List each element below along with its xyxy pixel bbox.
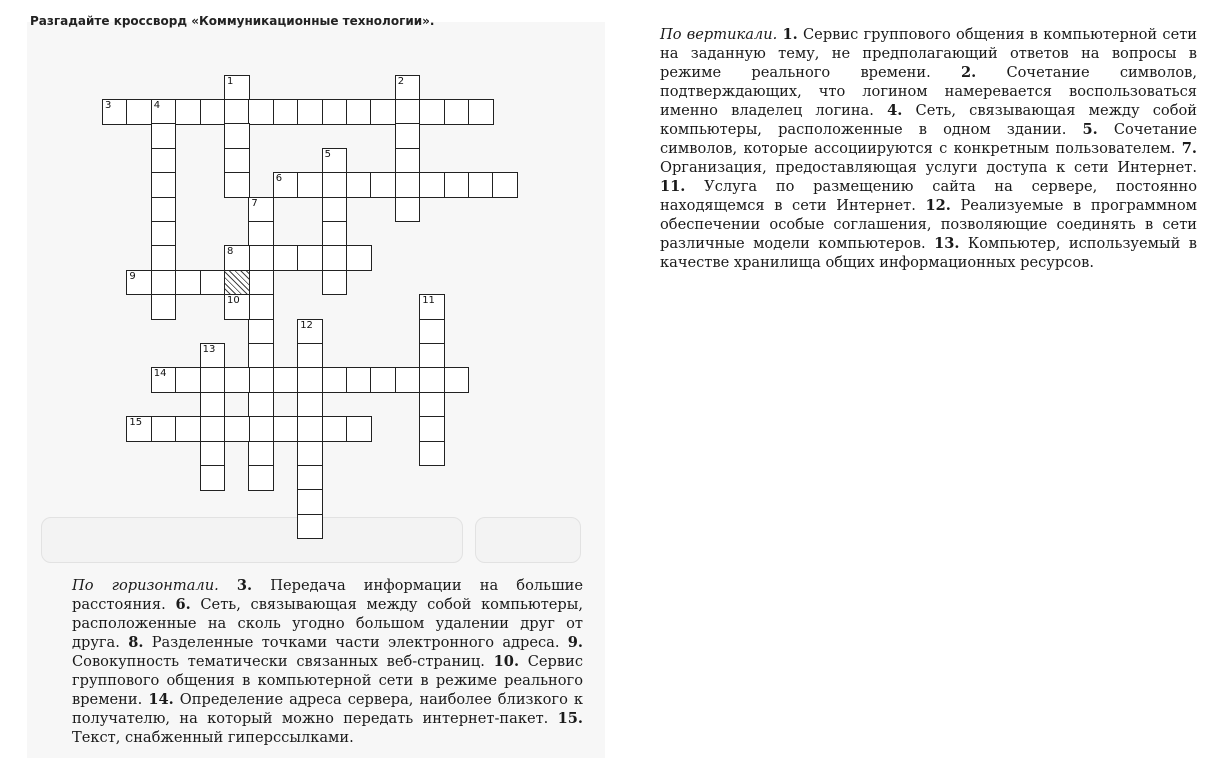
task-title: Разгадайте кроссворд «Коммуникационные технологии».: [30, 14, 435, 28]
crossword-cell[interactable]: [126, 416, 152, 442]
crossword-cell[interactable]: [322, 270, 348, 296]
clue-number: 5: [324, 148, 331, 160]
clue-number: 12: [300, 319, 313, 331]
crossword-cell[interactable]: [468, 99, 494, 125]
crossword-cell[interactable]: [248, 465, 274, 491]
crossword-cell[interactable]: [151, 99, 177, 125]
crossword-cell[interactable]: [444, 99, 470, 125]
crossword-cell[interactable]: [297, 514, 323, 540]
across-clue-9: 9. Совокупность тематически связанных веб-страниц.: [72, 634, 584, 670]
crossword-cell[interactable]: [126, 99, 152, 125]
crossword-cell[interactable]: [395, 99, 421, 125]
crossword-cell[interactable]: [248, 270, 274, 296]
crossword-cell[interactable]: [175, 99, 201, 125]
crossword-cell[interactable]: [419, 343, 445, 369]
crossword-cell[interactable]: [224, 245, 250, 271]
clue-number: 7: [251, 197, 258, 209]
down-clue-2: 2. Сочетание символов, подтверждающих, что логином намеревается воспользоваться именно владелец логина.: [660, 64, 1197, 119]
crossword-cell[interactable]: [151, 245, 177, 271]
crossword-cell[interactable]: [370, 99, 396, 125]
crossword-cell[interactable]: [395, 148, 421, 174]
crossword-cell[interactable]: [224, 270, 250, 296]
across-clue-3: 3. Передача информации на большие расстояния.: [72, 577, 584, 613]
crossword-cell[interactable]: [395, 123, 421, 149]
crossword-cell[interactable]: [444, 367, 470, 393]
crossword-cell[interactable]: [151, 221, 177, 247]
crossword-cell[interactable]: [346, 99, 372, 125]
crossword-cell[interactable]: [419, 416, 445, 442]
crossword-cell[interactable]: [419, 172, 445, 198]
bleed-through-box-small: [475, 517, 581, 563]
crossword-cell[interactable]: [151, 123, 177, 149]
crossword-cell[interactable]: [224, 294, 250, 320]
crossword-cell[interactable]: [248, 343, 274, 369]
crossword-cell[interactable]: [200, 441, 226, 467]
down-clue-1: 1. Сервис группового общения в компьютерной сети на заданную тему, не предполагающий ответов на вопросы в режиме реального времени.: [660, 26, 1198, 81]
across-clues: [72, 576, 583, 747]
crossword-cell[interactable]: [395, 75, 421, 101]
crossword-cell[interactable]: [419, 367, 445, 393]
crossword-cell[interactable]: [175, 367, 201, 393]
crossword-cell[interactable]: [297, 319, 323, 345]
clue-number: 6: [275, 173, 283, 185]
crossword-cell[interactable]: [444, 172, 470, 198]
crossword-cell[interactable]: [200, 99, 226, 125]
across-clue-14: 14. Определение адреса сервера, наиболее близкого к получателю, на который можно передать интернет-пакет.: [72, 691, 584, 727]
crossword-cell[interactable]: [322, 221, 348, 247]
crossword-cell[interactable]: [370, 367, 396, 393]
crossword-cell[interactable]: [419, 441, 445, 467]
crossword-cell[interactable]: [395, 367, 421, 393]
across-heading: По горизонтали.: [72, 577, 219, 594]
crossword-cell[interactable]: [297, 489, 323, 515]
crossword-cell[interactable]: [419, 392, 445, 418]
clue-number: 10: [227, 295, 240, 307]
crossword-cell[interactable]: [297, 245, 323, 271]
crossword-cell[interactable]: [322, 148, 348, 174]
crossword-cell[interactable]: [273, 416, 299, 442]
crossword-cell[interactable]: [224, 75, 250, 101]
across-clue-15: 15. Текст, снабженный гиперссылками.: [72, 710, 584, 746]
crossword-cell[interactable]: [297, 367, 323, 393]
crossword-cell[interactable]: [322, 416, 348, 442]
crossword-cell[interactable]: [200, 367, 226, 393]
clue-number: 9: [129, 270, 136, 282]
crossword-cell[interactable]: [297, 99, 323, 125]
crossword-cell[interactable]: [273, 245, 299, 271]
crossword-cell[interactable]: [200, 392, 226, 418]
clue-number: 8: [227, 246, 234, 258]
crossword-cell[interactable]: [370, 172, 396, 198]
down-clue-5: 5. Сочетание символов, которые ассоциируются с конкретным пользователем.: [660, 121, 1197, 157]
crossword-cell[interactable]: [273, 172, 299, 198]
across-clue-10: 10. Сервис группового общения в компьютерной сети в режиме реального времени.: [72, 653, 584, 708]
down-clue-12: 12. Реализуемые в программном обеспечении особые соглашения, позволяющие соединять в сети различные модели компьютеров.: [660, 197, 1197, 252]
crossword-cell[interactable]: [322, 197, 348, 223]
down-clues: [660, 25, 1197, 272]
clue-number: 15: [129, 417, 143, 429]
crossword-cell[interactable]: [151, 294, 177, 320]
clue-number: 3: [105, 100, 112, 111]
crossword-cell[interactable]: [224, 367, 250, 393]
crossword-cell[interactable]: [151, 367, 177, 393]
bleed-through-box: [41, 517, 463, 563]
crossword-cell[interactable]: [248, 294, 274, 320]
crossword-cell[interactable]: [151, 270, 177, 296]
crossword-cell[interactable]: [248, 99, 274, 125]
crossword-cell[interactable]: [200, 343, 226, 369]
crossword-cell[interactable]: [346, 172, 372, 198]
crossword-cell[interactable]: [346, 367, 372, 393]
crossword-cell[interactable]: [151, 172, 177, 198]
across-clue-6: 6. Сеть, связывающая между собой компьютеры, расположенные на сколь угодно большом удалении друг от друга.: [72, 596, 584, 651]
crossword-cell[interactable]: [224, 99, 250, 125]
crossword-cell[interactable]: [200, 270, 226, 296]
down-clue-13: 13. Компьютер, используемый в качестве хранилища общих информационных ресурсов.: [660, 235, 1198, 271]
crossword-cell[interactable]: [492, 172, 518, 198]
crossword-cell[interactable]: [273, 99, 299, 125]
crossword-cell[interactable]: [224, 123, 250, 149]
down-heading: По вертикали.: [660, 26, 778, 43]
crossword-cell[interactable]: [395, 197, 421, 223]
crossword-cell[interactable]: [322, 172, 348, 198]
crossword-cell[interactable]: [151, 197, 177, 223]
crossword-cell[interactable]: [419, 319, 445, 345]
crossword-cell[interactable]: [224, 172, 250, 198]
crossword-cell[interactable]: [102, 99, 128, 125]
crossword-cell[interactable]: [175, 416, 201, 442]
crossword-cell[interactable]: [175, 270, 201, 296]
crossword-cell[interactable]: [346, 245, 372, 271]
crossword-cell[interactable]: [126, 270, 152, 296]
down-clue-7: 7. Организация, предоставляющая услуги доступа к сети Интернет.: [660, 140, 1198, 176]
crossword-cell[interactable]: [248, 392, 274, 418]
crossword-cell[interactable]: [419, 99, 445, 125]
crossword-cell[interactable]: [297, 343, 323, 369]
crossword-cell[interactable]: [248, 367, 274, 393]
clue-number: 2: [397, 75, 405, 87]
crossword-cell[interactable]: [395, 172, 421, 198]
crossword-cell[interactable]: [322, 367, 348, 393]
down-clue-4: 4. Сеть, связывающая между собой компьютеры, расположенные в одном здании.: [660, 102, 1198, 138]
crossword-cell[interactable]: [224, 148, 250, 174]
clue-number: 1: [227, 75, 234, 87]
clue-number: 4: [153, 100, 161, 111]
crossword-cell[interactable]: [151, 416, 177, 442]
clue-number: 14: [153, 368, 167, 380]
clue-number: 13: [202, 344, 216, 355]
crossword-cell[interactable]: [200, 416, 226, 442]
crossword-cell[interactable]: [248, 197, 274, 223]
crossword-cell[interactable]: [224, 416, 250, 442]
clue-number: 11: [422, 295, 435, 307]
crossword-cell[interactable]: [419, 294, 445, 320]
crossword-cell[interactable]: [322, 245, 348, 271]
crossword-cell[interactable]: [273, 367, 299, 393]
crossword-cell[interactable]: [346, 416, 372, 442]
crossword-cell[interactable]: [151, 148, 177, 174]
crossword-cell[interactable]: [248, 441, 274, 467]
crossword-cell[interactable]: [322, 99, 348, 125]
crossword-cell[interactable]: [200, 465, 226, 491]
crossword-cell[interactable]: [468, 172, 494, 198]
crossword-cell[interactable]: [248, 416, 274, 442]
crossword-cell[interactable]: [248, 319, 274, 345]
down-clue-11: 11. Услуга по размещению сайта на сервере, постоянно находящемся в сети Интернет.: [660, 178, 1198, 214]
across-clue-8: 8. Разделенные точками части электронного адреса.: [128, 634, 560, 651]
crossword-cell[interactable]: [297, 172, 323, 198]
crossword-cell[interactable]: [297, 441, 323, 467]
crossword-cell[interactable]: [297, 416, 323, 442]
crossword-cell[interactable]: [248, 221, 274, 247]
crossword-cell[interactable]: [248, 245, 274, 271]
crossword-cell[interactable]: [297, 392, 323, 418]
crossword-cell[interactable]: [297, 465, 323, 491]
